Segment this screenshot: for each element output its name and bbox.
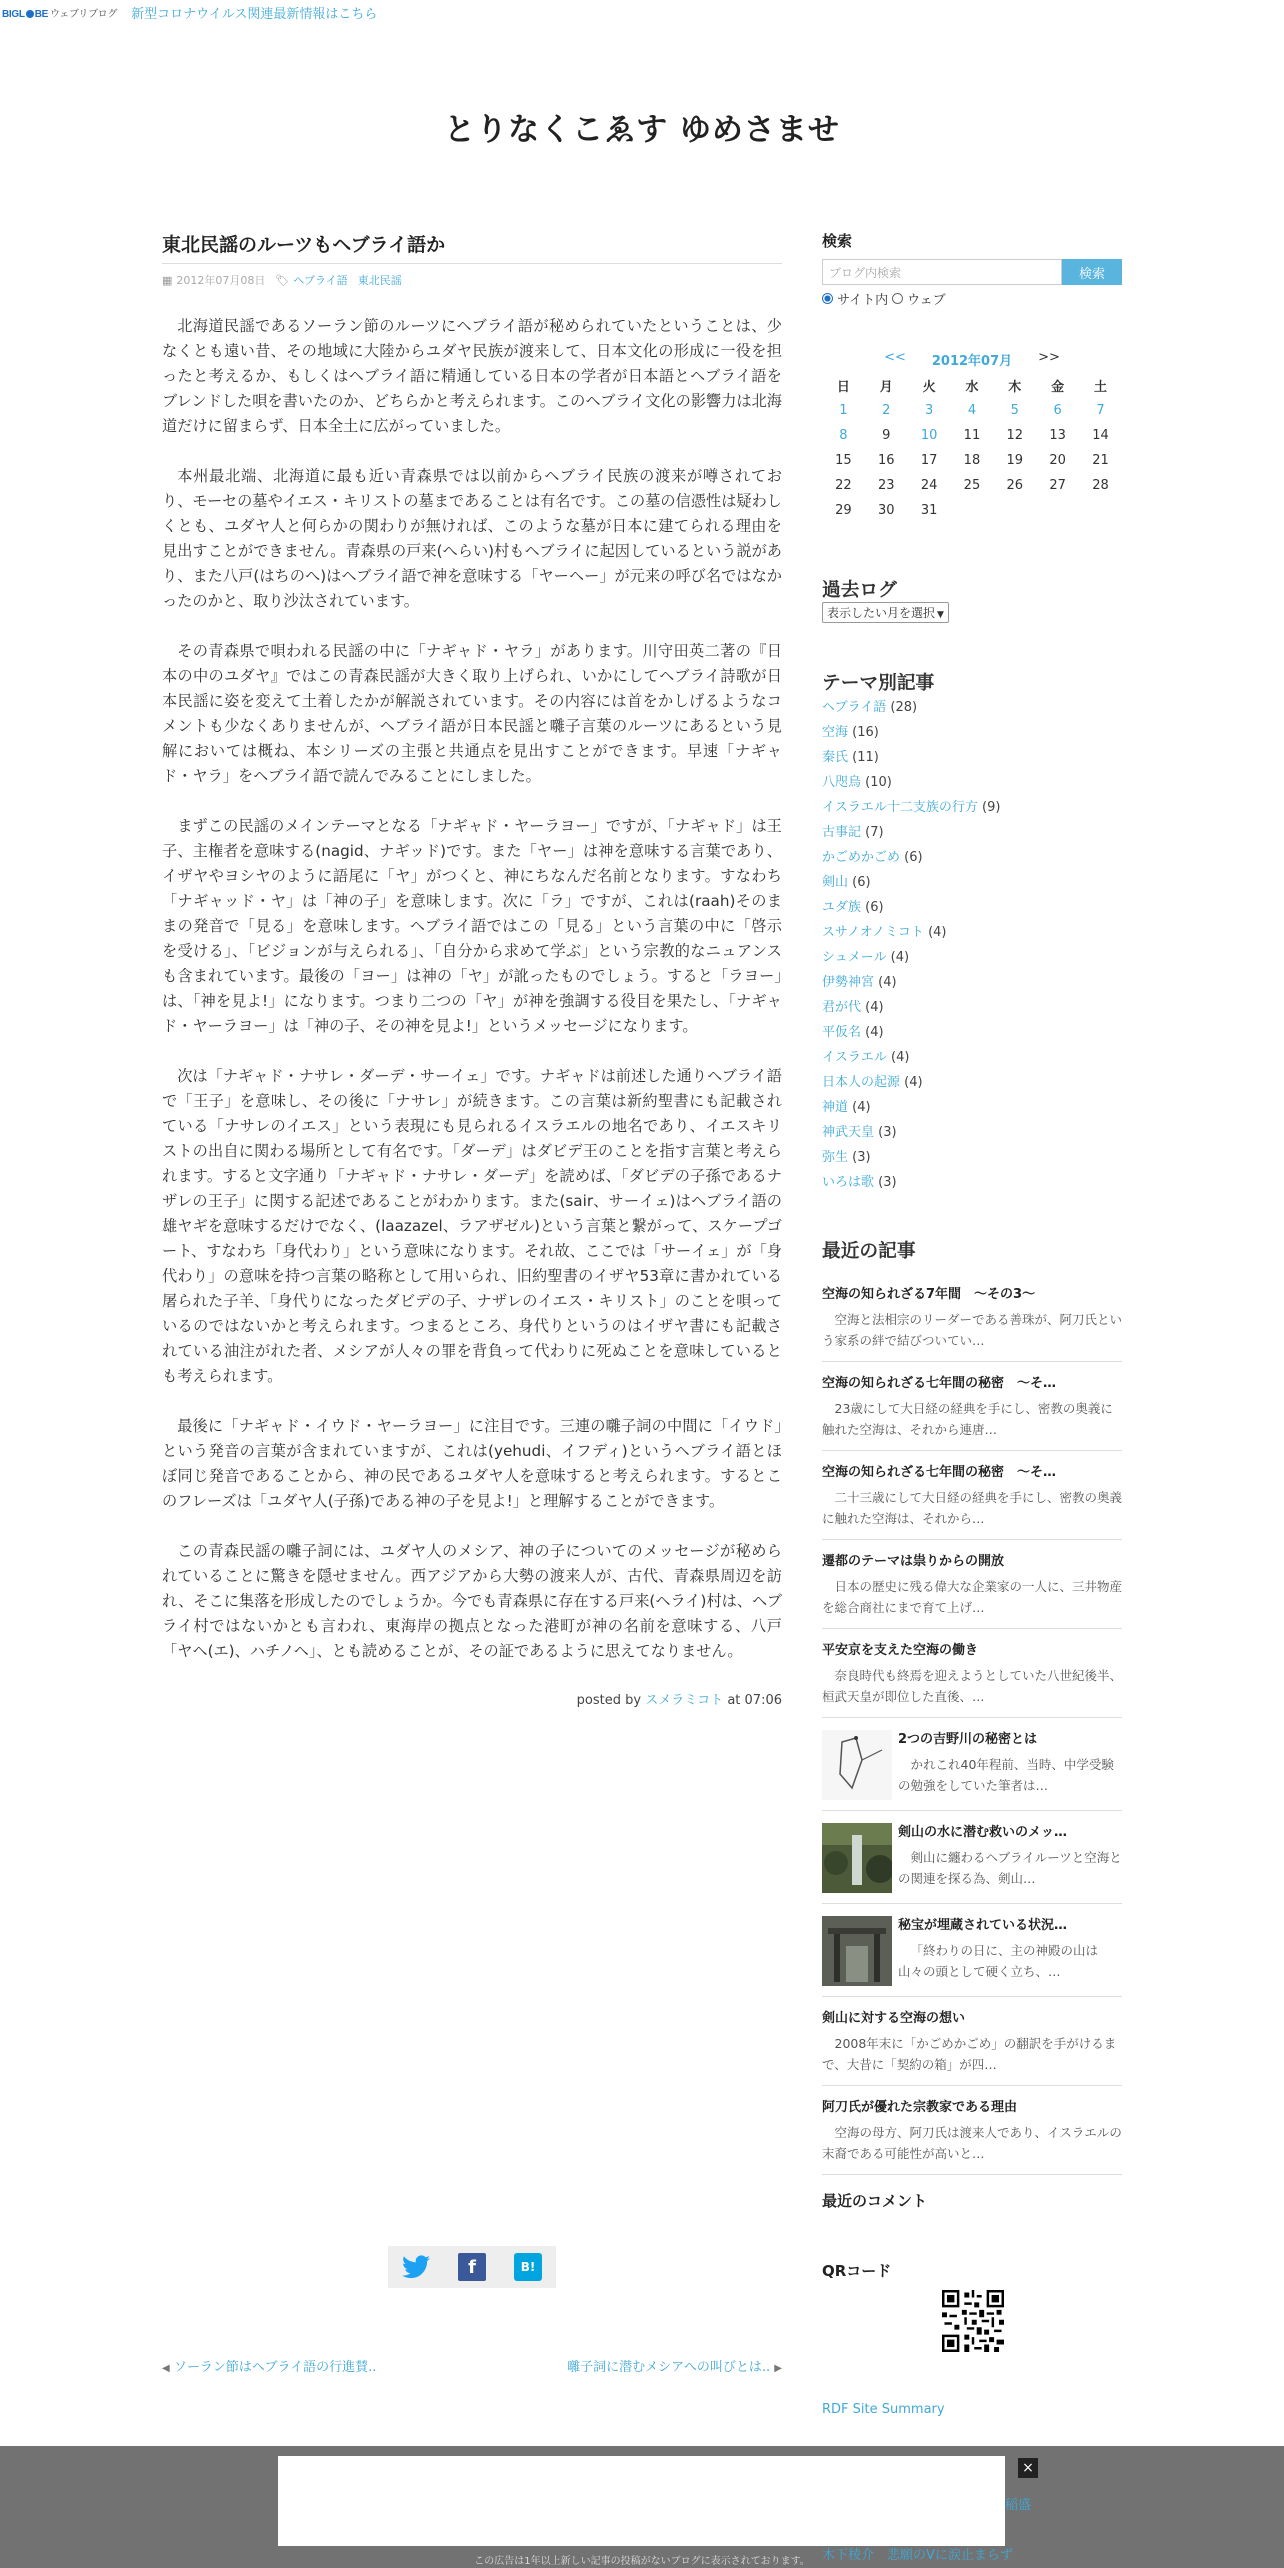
twitter-icon xyxy=(402,2255,430,2279)
entry-paragraph: 最後に「ナギャド・イウド・ヤーラヨー」に注目です。三連の囃子詞の中間に「イウド」という発音の言葉が含まれていますが、これは(yehudi、イフディ)というヘブライ語とほぼ同じ発音であることから、神の民であるユダヤ人を意味すると考えられます。するとこのフレーズは「ユダヤ人(子孫)である神の子を見よ!」と理解することができます。 xyxy=(162,1417,782,1510)
qr-widget xyxy=(822,2260,1122,2289)
entry-tag[interactable]: 東北民謡 xyxy=(357,274,402,287)
search-heading: 検索 xyxy=(822,232,853,250)
calendar-month[interactable]: 2012年07月 xyxy=(931,354,1013,369)
recent-entry-title[interactable]: 剣山に対する空海の想い xyxy=(822,2011,966,2026)
blog-title[interactable]: とりなくこゑす ゆめさませ xyxy=(444,112,840,148)
calendar-day: 30 xyxy=(877,503,895,518)
theme-link[interactable]: 神道 xyxy=(822,1100,849,1115)
calendar-day: 14 xyxy=(1092,428,1109,443)
theme-count: (3) xyxy=(878,1175,897,1190)
prev-entry-title[interactable]: ソーラン節はヘブライ語の行進賛.. xyxy=(173,2360,377,2375)
calendar-day: 28 xyxy=(1092,478,1109,493)
author-link[interactable]: スメラミコト xyxy=(645,1693,724,1708)
calendar-day[interactable]: 5 xyxy=(1010,403,1019,418)
underlying-link[interactable]: 稲盛 xyxy=(1005,2498,1032,2513)
next-entry-link[interactable] xyxy=(567,2356,782,2375)
theme-count: (4) xyxy=(890,950,910,965)
calendar-day: 12 xyxy=(1006,428,1024,443)
theme-link[interactable]: かごめかごめ xyxy=(822,850,901,865)
theme-link[interactable]: 空海 xyxy=(822,725,849,740)
recent-entry-excerpt: 23歳にして大日経の経典を手にし、密教の奥義に触れた空海は、それから連唐… xyxy=(822,1401,1113,1437)
facebook-share-button[interactable]: f xyxy=(458,2253,486,2281)
theme-link[interactable]: いろは歌 xyxy=(822,1175,875,1190)
search-widget xyxy=(822,230,1122,308)
theme-item xyxy=(822,1170,1122,1195)
theme-link[interactable]: シュメール xyxy=(822,950,887,965)
theme-count: (6) xyxy=(852,875,871,890)
theme-item xyxy=(822,770,1122,795)
chevron-right-icon: ▶ xyxy=(774,2363,782,2374)
recent-entry[interactable] xyxy=(822,1916,1122,1997)
ad-overlay xyxy=(0,2446,1284,2568)
ad-slot[interactable] xyxy=(278,2456,1005,2546)
recent-entry[interactable] xyxy=(822,1730,1122,1811)
theme-count: (4) xyxy=(891,1050,910,1065)
next-entry-title[interactable]: 囃子詞に潜むメシアへの叫びとは.. xyxy=(567,2360,771,2375)
theme-item xyxy=(822,1045,1122,1070)
theme-item xyxy=(822,995,1122,1020)
calendar-day xyxy=(1036,498,1079,523)
recent-entry-title[interactable]: 空海の知られざる7年間 ～その3～ xyxy=(822,1287,1036,1302)
shrine-thumbnail[interactable] xyxy=(822,1916,892,1986)
close-icon[interactable]: × xyxy=(1018,2458,1038,2478)
theme-item xyxy=(822,1020,1122,1045)
theme-count: (6) xyxy=(865,900,884,915)
theme-item xyxy=(822,1070,1122,1095)
theme-item xyxy=(822,695,1122,720)
recent-entry-excerpt: 奈良時代も終焉を迎えようとしていた八世紀後半、桓武天皇が即位した直後、… xyxy=(822,1668,1123,1704)
theme-count: (11) xyxy=(852,750,879,765)
recent-entry-excerpt: 2008年末に「かごめかごめ」の翻訳を手がけるまで、大昔に「契約の箱」が四… xyxy=(822,2036,1117,2072)
posted-time: at 07:06 xyxy=(723,1693,782,1708)
logo-globe-icon xyxy=(26,10,34,18)
theme-item xyxy=(822,745,1122,770)
theme-count: (4) xyxy=(865,1000,884,1015)
archive-heading: 過去ログ xyxy=(822,580,897,601)
theme-link[interactable]: 平仮名 xyxy=(822,1025,862,1040)
radio-web-label[interactable]: ウェブ xyxy=(907,293,946,308)
recent-heading: 最近の記事 xyxy=(822,1241,916,1262)
calendar-weekday: 水 xyxy=(965,380,979,395)
theme-item xyxy=(822,1095,1122,1120)
logo-subtitle: ウェブリブログ xyxy=(49,8,118,20)
calendar-day[interactable]: 7 xyxy=(1096,403,1105,418)
prev-entry-link[interactable] xyxy=(162,2356,376,2375)
recent-entry-title[interactable]: 阿刀氏が優れた宗教家である理由 xyxy=(822,2100,1018,2115)
theme-count: (28) xyxy=(890,700,918,715)
calendar-weekday: 日 xyxy=(836,380,850,395)
theme-link[interactable]: 神武天皇 xyxy=(822,1125,875,1140)
search-input[interactable]: ブログ内検索 xyxy=(822,259,1062,285)
chevron-left-icon: ◀ xyxy=(162,2363,170,2374)
calendar-icon: ▦ xyxy=(162,273,173,287)
search-button[interactable]: 検索 xyxy=(1062,259,1122,285)
calendar-day[interactable]: 2 xyxy=(882,403,891,418)
entry-body xyxy=(162,314,782,1664)
archive-select[interactable] xyxy=(822,602,949,623)
entry-paragraph: この青森民謡の囃子詞には、ユダヤ人のメシア、神の子についてのメッセージが秘められていることに驚きを隠せません。西アジアから大勢の渡来人が、古代、青森県周辺を訪れ、そこに集落を形成したのでしょうか。今でも青森県に存在する戸来(ヘライ)村は、ヘブライ村ではないかとも言われ、東海岸の拠点となった港町が神の名前を意味する、八戸「ヤヘ(エ)、ハチノヘ」、とも読めることが、その証であるように思えてなりません。 xyxy=(162,1542,782,1660)
theme-count: (3) xyxy=(852,1150,871,1165)
calendar-prev-link[interactable]: << xyxy=(884,350,906,365)
theme-count: (4) xyxy=(865,1025,884,1040)
entry-tag[interactable]: ヘブライ語 xyxy=(293,274,348,287)
theme-count: (10) xyxy=(865,775,892,790)
theme-link[interactable]: 日本人の起源 xyxy=(822,1075,901,1090)
calendar-day: 29 xyxy=(835,503,852,518)
calendar-table xyxy=(822,373,1122,523)
recent-entry[interactable] xyxy=(822,1463,1122,1540)
calendar-day: 27 xyxy=(1049,478,1066,493)
tag-icon: 🏷 xyxy=(275,273,290,287)
twitter-share-button[interactable] xyxy=(402,2253,430,2281)
qr-code xyxy=(942,2290,1004,2352)
theme-link[interactable]: スサノオノミコト xyxy=(822,925,924,940)
entry-meta xyxy=(162,272,782,288)
calendar-weekday: 火 xyxy=(922,380,936,395)
theme-count: (4) xyxy=(852,1100,871,1115)
theme-count: (7) xyxy=(865,825,884,840)
entry-title[interactable]: 東北民謡のルーツもヘブライ語か xyxy=(162,230,782,264)
theme-item xyxy=(822,1120,1122,1145)
theme-item xyxy=(822,945,1122,970)
theme-list xyxy=(822,695,1122,1195)
biglobe-logo[interactable] xyxy=(2,5,117,20)
calendar-day: 25 xyxy=(963,478,981,493)
entry-date: 2012年07月08日 xyxy=(176,274,266,287)
recent-entry-title[interactable]: 空海の知られざる七年間の秘密 ～そ… xyxy=(822,1376,1057,1391)
calendar-day xyxy=(951,498,994,523)
recent-entry-excerpt: 空海と法相宗のリーダーである善珠が、阿刀氏という家系の絆で結びついてい… xyxy=(822,1312,1123,1348)
calendar-day xyxy=(1079,498,1122,523)
calendar-day: 15 xyxy=(835,453,852,468)
theme-link[interactable]: イスラエル xyxy=(822,1050,887,1065)
themes-heading: テーマ別記事 xyxy=(822,673,935,694)
theme-count: (4) xyxy=(928,925,947,940)
themes-widget xyxy=(822,668,1122,1195)
entry-paragraph: 次は「ナギャド・ナサレ・ダーデ・サーイェ」です。ナギャドは前述した通りヘブライ語で「王子」を意味し、その後に「ナサレ」が続きます。この言葉は新約聖書にも記載されている「ナサレのイエス」という表現にも見られるイスラエルの地名であり、イエスキリストの出自に関わる場所として有名です。「ダーデ」はダビデ王のことを指す言葉と考えられます。すると文字通り「ナギャド・ナサレ・ダーデ」を読めば、「ダビデの子孫であるナザレの王子」に関する記述であることがわかります。また(sair、サーイェ)はヘブライ語の雄ヤギを意味するだけでなく、(laazazel、ラアザゼル)という言葉と繋がって、スケープゴート、すなわち「身代わり」という意味になります。それ故、ここでは「サーイェ」が「身代わり」の意味を持つ言葉の略称として用いられ、旧約聖書のイザヤ53章に書かれている屠られた子羊、「身代りになったダビデの子、ナザレのイエス・キリスト」のことを唄っているのではないかと考えられます。つまるところ、身代りというのはイザヤ書にも記載されている油注がれた者、メシアが人々の罪を背負って代わりに死ぬことを意味しているとも考えられます。 xyxy=(162,1067,782,1385)
recent-entry[interactable] xyxy=(822,2098,1122,2175)
theme-link[interactable]: 弥生 xyxy=(822,1150,849,1165)
theme-item xyxy=(822,970,1122,995)
covid-news-link[interactable]: 新型コロナウイルス関連最新情報はこちら xyxy=(131,6,378,22)
theme-link[interactable]: 秦氏 xyxy=(822,750,849,765)
recent-entry[interactable] xyxy=(822,2009,1122,2086)
calendar-day[interactable]: 1 xyxy=(839,403,848,418)
theme-item xyxy=(822,720,1122,745)
calendar-weekday: 土 xyxy=(1094,380,1108,395)
recent-entry[interactable] xyxy=(822,1285,1122,1362)
main-column xyxy=(162,230,782,1708)
calendar-day: 16 xyxy=(877,453,895,468)
recent-entry-title[interactable]: 平安京を支えた空海の働き xyxy=(822,1643,979,1658)
recent-entry-title[interactable]: 剣山の水に潜む救いのメッ… xyxy=(898,1825,1068,1840)
rdf-link[interactable]: RDF Site Summary xyxy=(822,2402,945,2417)
entry-paragraph: 北海道民謡であるソーラン節のルーツにヘブライ語が秘められていたということは、少なくとも遠い昔、その地域に大陸からユダヤ民族が渡来して、日本文化の形成に一役を担ったと考えるか、もしくはヘブライ語に精通している日本の学者が日本語とヘブライ語をブレンドした唄を書いたのか、どちらかと考えられます。このヘブライ文化の影響力は北海道だけに留まらず、日本全土に広がっていました。 xyxy=(162,317,782,435)
calendar-day[interactable]: 6 xyxy=(1053,403,1062,418)
theme-link[interactable]: イスラエル十二支族の行方 xyxy=(822,800,978,815)
calendar-day: 22 xyxy=(835,478,852,493)
calendar-day: 13 xyxy=(1049,428,1066,443)
calendar-day: 19 xyxy=(1006,453,1024,468)
recent-entry-excerpt: 「終わりの日に、主の神殿の山は山々の頭として硬く立ち、… xyxy=(898,1943,1099,1979)
recent-entry-excerpt: かれこれ40年程前、当時、中学受験の勉強をしていた筆者は… xyxy=(898,1757,1114,1793)
logo-text-tail: BE xyxy=(34,8,48,20)
calendar-day: 9 xyxy=(882,428,891,443)
calendar-day[interactable]: 3 xyxy=(924,403,934,418)
posted-by xyxy=(162,1689,782,1708)
theme-item xyxy=(822,795,1122,820)
recent-entry[interactable] xyxy=(822,1374,1122,1451)
theme-item xyxy=(822,820,1122,845)
calendar-day: 18 xyxy=(963,453,981,468)
recent-entry-title[interactable]: 空海の知られざる七年間の秘密 ～そ… xyxy=(822,1465,1057,1480)
calendar-day: 11 xyxy=(963,428,981,443)
theme-item xyxy=(822,895,1122,920)
calendar-widget xyxy=(822,350,1122,523)
theme-link[interactable]: 剣山 xyxy=(822,875,849,890)
calendar-day[interactable]: 4 xyxy=(967,403,977,418)
recent-entry[interactable] xyxy=(822,1641,1122,1718)
ad-note: この広告は1年以上新しい記事の投稿がないブログに表示されております。 xyxy=(474,2556,810,2567)
search-scope xyxy=(822,289,1122,308)
recent-entry-excerpt: 剣山に纏わるヘブライルーツと空海との関連を探る為、剣山… xyxy=(898,1850,1122,1886)
calendar-day: 20 xyxy=(1049,453,1066,468)
calendar-day[interactable]: 10 xyxy=(920,428,938,443)
calendar-day[interactable]: 8 xyxy=(839,428,848,443)
theme-link[interactable]: 八咫烏 xyxy=(822,775,862,790)
archive-widget xyxy=(822,575,1122,623)
share-bar xyxy=(388,2246,556,2288)
recent-entry-excerpt: 日本の歴史に残る偉大な企業家の一人に、三井物産を総合商社にまで育て上げ… xyxy=(822,1579,1123,1615)
theme-count: (3) xyxy=(878,1125,897,1140)
radio-site[interactable] xyxy=(822,293,833,304)
theme-link[interactable]: 古事記 xyxy=(822,825,862,840)
radio-site-label[interactable]: サイト内 xyxy=(837,293,889,308)
theme-item xyxy=(822,920,1122,945)
theme-link[interactable]: 君が代 xyxy=(822,1000,862,1015)
comments-heading: 最近のコメント xyxy=(822,2192,928,2210)
underlying-link[interactable]: 木下稜介 悲願のVに涙止まらず xyxy=(822,2548,1013,2563)
theme-link[interactable]: 伊勢神宮 xyxy=(822,975,875,990)
calendar-weekday: 木 xyxy=(1008,380,1022,395)
logo-text: BIGL xyxy=(2,8,25,20)
waterfall-thumbnail[interactable] xyxy=(822,1823,892,1893)
calendar-day: 31 xyxy=(920,503,938,518)
qr-heading: QRコード xyxy=(822,2262,892,2280)
calendar-day: 24 xyxy=(920,478,938,493)
theme-item xyxy=(822,1145,1122,1170)
theme-count: (6) xyxy=(904,850,923,865)
entry-paragraph: まずこの民謡のメインテーマとなる「ナギャド・ヤーラヨー」ですが、「ナギャド」は王子、主権者を意味する(nagid、ナギッド)です。また「ヤー」は神を意味する言葉であり、イザヤやヨシヤのように語尾に「ヤ」がつくと、神にちなんだ名前となります。すなわち「ナギャッド・ヤ」は「神の子」を意味します。次に「ラ」ですが、これは(raah)そのままの発音で「見る」を意味します。ヘブライ語ではこの「見る」という言葉の中に「啓示を受ける」、「ビジョンが与えられる」、「自分から求めて学ぶ」という宗教的なニュアンスも含まれています。最後の「ヨー」は神の「ヤ」が訛ったものでしょう。すると「ラヨー」は、「神を見よ!」になります。つまり二つの「ヤ」が神を強調する役目を果たし、「ナギャド・ヤーラヨー」は「神の子、その神を見よ!」というメッセージになります。 xyxy=(162,817,782,1035)
recent-entry-title[interactable]: 秘宝が埋蔵されている状況… xyxy=(898,1918,1068,1933)
theme-item xyxy=(822,845,1122,870)
calendar-day: 21 xyxy=(1092,453,1109,468)
calendar-day xyxy=(993,498,1036,523)
theme-link[interactable]: ヘブライ語 xyxy=(822,700,887,715)
entry-paragraph: その青森県で唄われる民謡の中に「ナギャド・ヤラ」があります。川守田英二著の『日本の中のユダヤ』ではこの青森民謡が大きく取り上げられ、いかにしてヘブライ詩歌が日本民謡に姿を変えて土着したかが解説されています。その内容には首をかしげるようなコメントも少なくありませんが、ヘブライ語が日本民謡と囃子言葉のルーツにあるという見解においては概ね、本シリーズの主張と共通点を見出すことができます。早速「ナギャド・ヤラ」をヘブライ語で読んでみることにしました。 xyxy=(162,642,782,785)
recent-entries-widget xyxy=(822,1236,1122,2187)
calendar-day: 17 xyxy=(920,453,938,468)
recent-entry-title[interactable]: 2つの吉野川の秘密とは xyxy=(898,1732,1038,1747)
calendar-weekday: 月 xyxy=(879,380,893,395)
theme-count: (4) xyxy=(904,1075,923,1090)
top-bar xyxy=(0,0,1284,24)
hatena-bookmark-button[interactable]: B! xyxy=(514,2253,542,2281)
recent-entry-excerpt: 空海の母方、阿刀氏は渡来人であり、イスラエルの末裔である可能性が高いと… xyxy=(822,2125,1122,2161)
recent-entry[interactable] xyxy=(822,1552,1122,1629)
recent-comments-widget xyxy=(822,2190,1122,2219)
archive-select-value: 表示したい月を選択 xyxy=(827,606,936,620)
calendar-day: 26 xyxy=(1006,478,1024,493)
theme-count: (16) xyxy=(852,725,879,740)
recent-entry-title[interactable]: 遷都のテーマは祟りからの開放 xyxy=(822,1554,1005,1569)
calendar-day: 23 xyxy=(877,478,895,493)
map-thumbnail[interactable] xyxy=(822,1730,892,1800)
theme-item xyxy=(822,870,1122,895)
radio-web[interactable] xyxy=(892,293,903,304)
theme-link[interactable]: ユダ族 xyxy=(822,900,862,915)
chevron-down-icon: ▼ xyxy=(937,610,944,620)
recent-entry-excerpt: 二十三歳にして大日経の経典を手にし、密教の奥義に触れた空海は、それから… xyxy=(822,1490,1123,1526)
entry-paragraph: 本州最北端、北海道に最も近い青森県では以前からヘブライ民族の渡来が噂されており、モーセの墓やイエス・キリストの墓まであることは有名です。この墓の信憑性は疑わしくとも、ユダヤ人と何らかの関わりが無ければ、このような墓が日本に建てられる理由を見出すことができません。青森県の戸来(へらい)村もヘブライに起因しているという説があり、また八戸(はちのへ)はヘブライ語で神を意味する「ヤーヘー」が元来の呼び名ではなかったのかと、取り沙汰されています。 xyxy=(162,467,782,610)
posted-prefix: posted by xyxy=(576,1693,646,1708)
theme-count: (4) xyxy=(878,975,897,990)
recent-entry[interactable] xyxy=(822,1823,1122,1904)
calendar-weekday: 金 xyxy=(1051,380,1065,395)
theme-count: (9) xyxy=(982,800,1001,815)
calendar-next-link[interactable]: >> xyxy=(1038,350,1060,365)
